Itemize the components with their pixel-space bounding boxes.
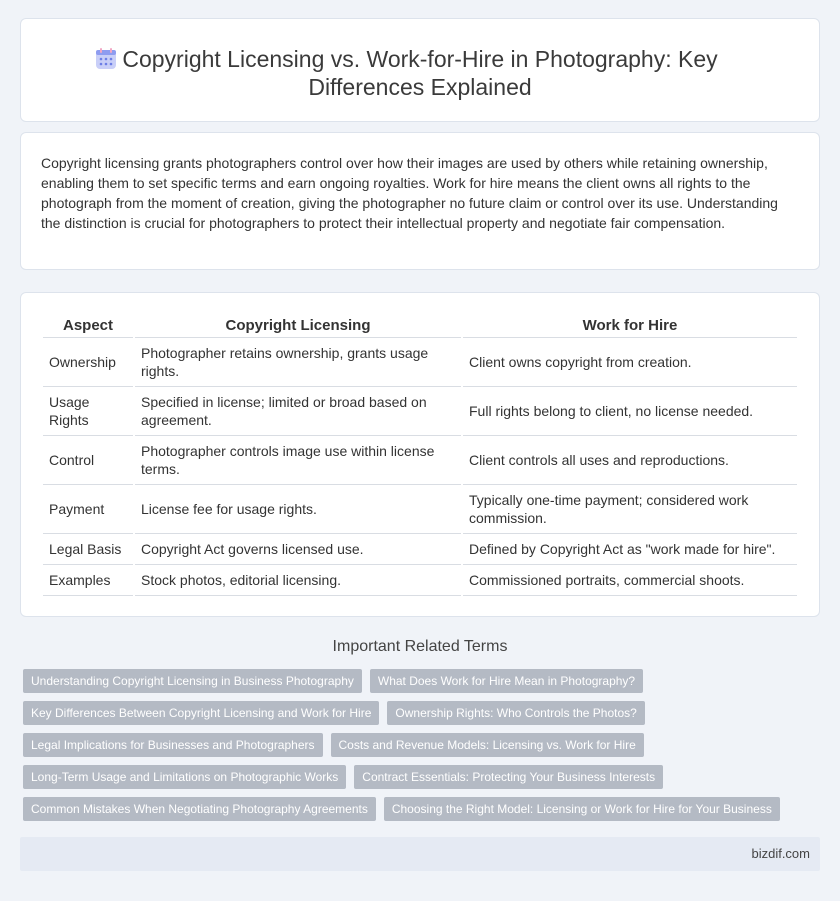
table-row — [43, 387, 797, 436]
work-for-hire-cell: Full rights belong to client, no license needed. — [463, 387, 797, 436]
related-term-tag[interactable]: Choosing the Right Model: Licensing or Work for Hire for Your Business — [384, 797, 780, 821]
footer-bar — [20, 837, 820, 871]
licensing-cell: Copyright Act governs licensed use. — [135, 534, 461, 565]
aspect-cell: Legal Basis — [43, 534, 133, 565]
licensing-cell: Specified in license; limited or broad based on agreement. — [135, 387, 461, 436]
licensing-cell: Photographer retains ownership, grants usage rights. — [135, 338, 461, 387]
header-card — [20, 18, 820, 122]
intro-card — [20, 132, 820, 270]
work-for-hire-cell: Defined by Copyright Act as "work made for hire". — [463, 534, 797, 565]
related-terms-list — [23, 669, 823, 829]
aspect-cell: Ownership — [43, 338, 133, 387]
related-term-tag[interactable]: Common Mistakes When Negotiating Photography Agreements — [23, 797, 376, 821]
table-row — [43, 436, 797, 485]
work-for-hire-cell: Client owns copyright from creation. — [463, 338, 797, 387]
table-row — [43, 534, 797, 565]
aspect-cell: Examples — [43, 565, 133, 596]
licensing-cell: Stock photos, editorial licensing. — [135, 565, 461, 596]
footer-site-link[interactable]: bizdif.com — [751, 846, 810, 861]
licensing-cell: Photographer controls image use within license terms. — [135, 436, 461, 485]
term-row — [23, 669, 823, 693]
related-term-tag[interactable]: Key Differences Between Copyright Licensing and Work for Hire — [23, 701, 379, 725]
work-for-hire-cell: Client controls all uses and reproductions. — [463, 436, 797, 485]
related-term-tag[interactable]: Contract Essentials: Protecting Your Business Interests — [354, 765, 663, 789]
column-header-work-for-hire: Work for Hire — [463, 311, 797, 338]
comparison-card — [20, 292, 820, 617]
related-term-tag[interactable]: Ownership Rights: Who Controls the Photos? — [387, 701, 644, 725]
aspect-cell: Payment — [43, 485, 133, 534]
table-row — [43, 485, 797, 534]
related-term-tag[interactable]: Understanding Copyright Licensing in Business Photography — [23, 669, 362, 693]
term-row — [23, 733, 823, 757]
related-term-tag[interactable]: Long-Term Usage and Limitations on Photographic Works — [23, 765, 346, 789]
term-row — [23, 765, 823, 789]
term-row — [23, 797, 823, 821]
related-term-tag[interactable]: Legal Implications for Businesses and Photographers — [23, 733, 323, 757]
table-row — [43, 565, 797, 596]
aspect-cell: Usage Rights — [43, 387, 133, 436]
page-title: Copyright Licensing vs. Work-for-Hire in Photography: Key Differences Explained — [122, 46, 718, 100]
work-for-hire-cell: Typically one-time payment; considered work commission. — [463, 485, 797, 534]
related-term-tag[interactable]: Costs and Revenue Models: Licensing vs. Work for Hire — [331, 733, 644, 757]
term-row — [23, 701, 823, 725]
related-term-tag[interactable]: What Does Work for Hire Mean in Photography? — [370, 669, 643, 693]
column-header-aspect: Aspect — [43, 311, 133, 338]
related-terms-heading: Important Related Terms — [332, 638, 508, 655]
table-row — [43, 338, 797, 387]
table-header-row — [43, 311, 797, 338]
work-for-hire-cell: Commissioned portraits, commercial shoots. — [463, 565, 797, 596]
aspect-cell: Control — [43, 436, 133, 485]
column-header-copyright-licensing: Copyright Licensing — [135, 311, 461, 338]
intro-paragraph: Copyright licensing grants photographers control over how their images are used by others while retaining ownership, enabling them to set specific terms and earn ongoing royalties. Work for hire means the client owns all rights to the photograph from the moment of creation, giving the photographer no future claim or control over its use. Understanding the distinction is crucial for photographers to protect their intellectual property and negotiate fair compensation. — [41, 155, 778, 231]
comparison-table — [41, 311, 799, 596]
licensing-cell: License fee for usage rights. — [135, 485, 461, 534]
